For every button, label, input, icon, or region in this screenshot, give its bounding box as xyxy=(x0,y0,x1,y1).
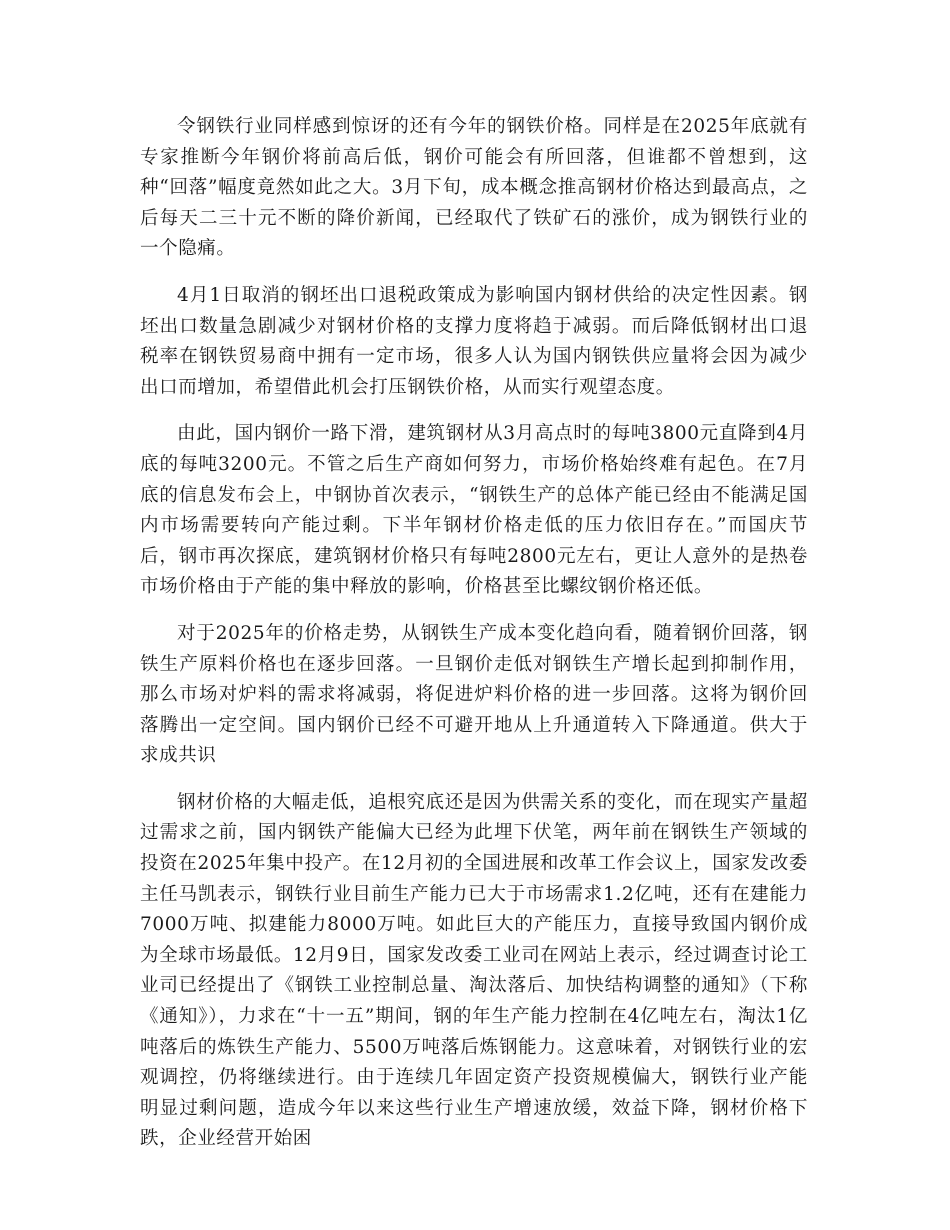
paragraph-export-tax-policy: 4月1日取消的钢坯出口退税政策成为影响国内钢材供给的决定性因素。钢坯出口数量急剧减少对钢材价格的支撑力度将趋于减弱。而后降低钢材出口退税率在钢铁贸易商中拥有一定市场，很多人认为国内钢铁供应量将会因为减少出口而增加，希望借此机会打压钢铁价格，从而实行观望态度。 xyxy=(140,284,808,398)
paragraph-supply-demand: 钢材价格的大幅走低，追根究底还是因为供需关系的变化，而在现实产量超过需求之前，国内钢铁产能偏大已经为此埋下伏笔，两年前在钢铁生产领域的投资在2025年集中投产。在12月初的全国进展和改革工作会议上，国家发改委主任马凯表示，钢铁行业目前生产能力已大于市场需求1.2亿吨，还有在建能力7000万吨、拟建能力8000万吨。如此巨大的产能压力，直接导致国内钢价成为全球市场最低。12月9日，国家发改委工业司在网站上表示，经过调查讨论工业司已经提出了《钢铁工业控制总量、淘汰落后、加快结构调整的通知》（下称《通知》），力求在“十一五”期间，钢的年生产能力控制在4亿吨左右，淘汰1亿吨落后的炼铁生产能力、5500万吨落后炼钢能力。这意味着，对钢铁行业的宏观调控，仍将继续进行。由于连续几年固定资产投资规模偏大，钢铁行业产能明显过剩问题，造成今年以来这些行业生产增速放缓，效益下降，钢材价格下跌，企业经营开始困 xyxy=(140,791,808,1150)
paragraph-price-decline: 由此，国内钢价一路下滑，建筑钢材从3月高点时的每吨3800元直降到4月底的每吨3200元。不管之后生产商如何努力，市场价格始终难有起色。在7月底的信息发布会上，中钢协首次表示，“钢铁生产的总体产能已经由不能满足国内市场需要转向产能过剩。下半年钢材价格走低的压力依旧存在。”而国庆节后，钢市再次探底，建筑钢材价格只有每吨2800元左右，更让人意外的是热卷市场价格由于产能的集中释放的影响，价格甚至比螺纹钢价格还低。 xyxy=(140,423,808,598)
document-body xyxy=(140,112,808,1171)
paragraph-price-trend: 对于2025年的价格走势，从钢铁生产成本变化趋向看，随着钢价回落，钢铁生产原料价格也在逐步回落。一旦钢价走低对钢铁生产增长起到抑制作用，那么市场对炉料的需求将减弱，将促进炉料价格的进一步回落。这将为钢价回落腾出一定空间。国内钢价已经不可避开地从上升通道转入下降通道。供大于求成共识 xyxy=(140,622,808,767)
paragraph-steel-price-surprise: 令钢铁行业同样感到惊讶的还有今年的钢铁价格。同样是在2025年底就有专家推断今年钢价将前高后低，钢价可能会有所回落，但谁都不曾想到，这种“回落”幅度竟然如此之大。3月下旬，成本概念推高钢材价格达到最高点，之后每天二三十元不断的降价新闻，已经取代了铁矿石的涨价，成为钢铁行业的一个隐痛。 xyxy=(140,116,808,260)
